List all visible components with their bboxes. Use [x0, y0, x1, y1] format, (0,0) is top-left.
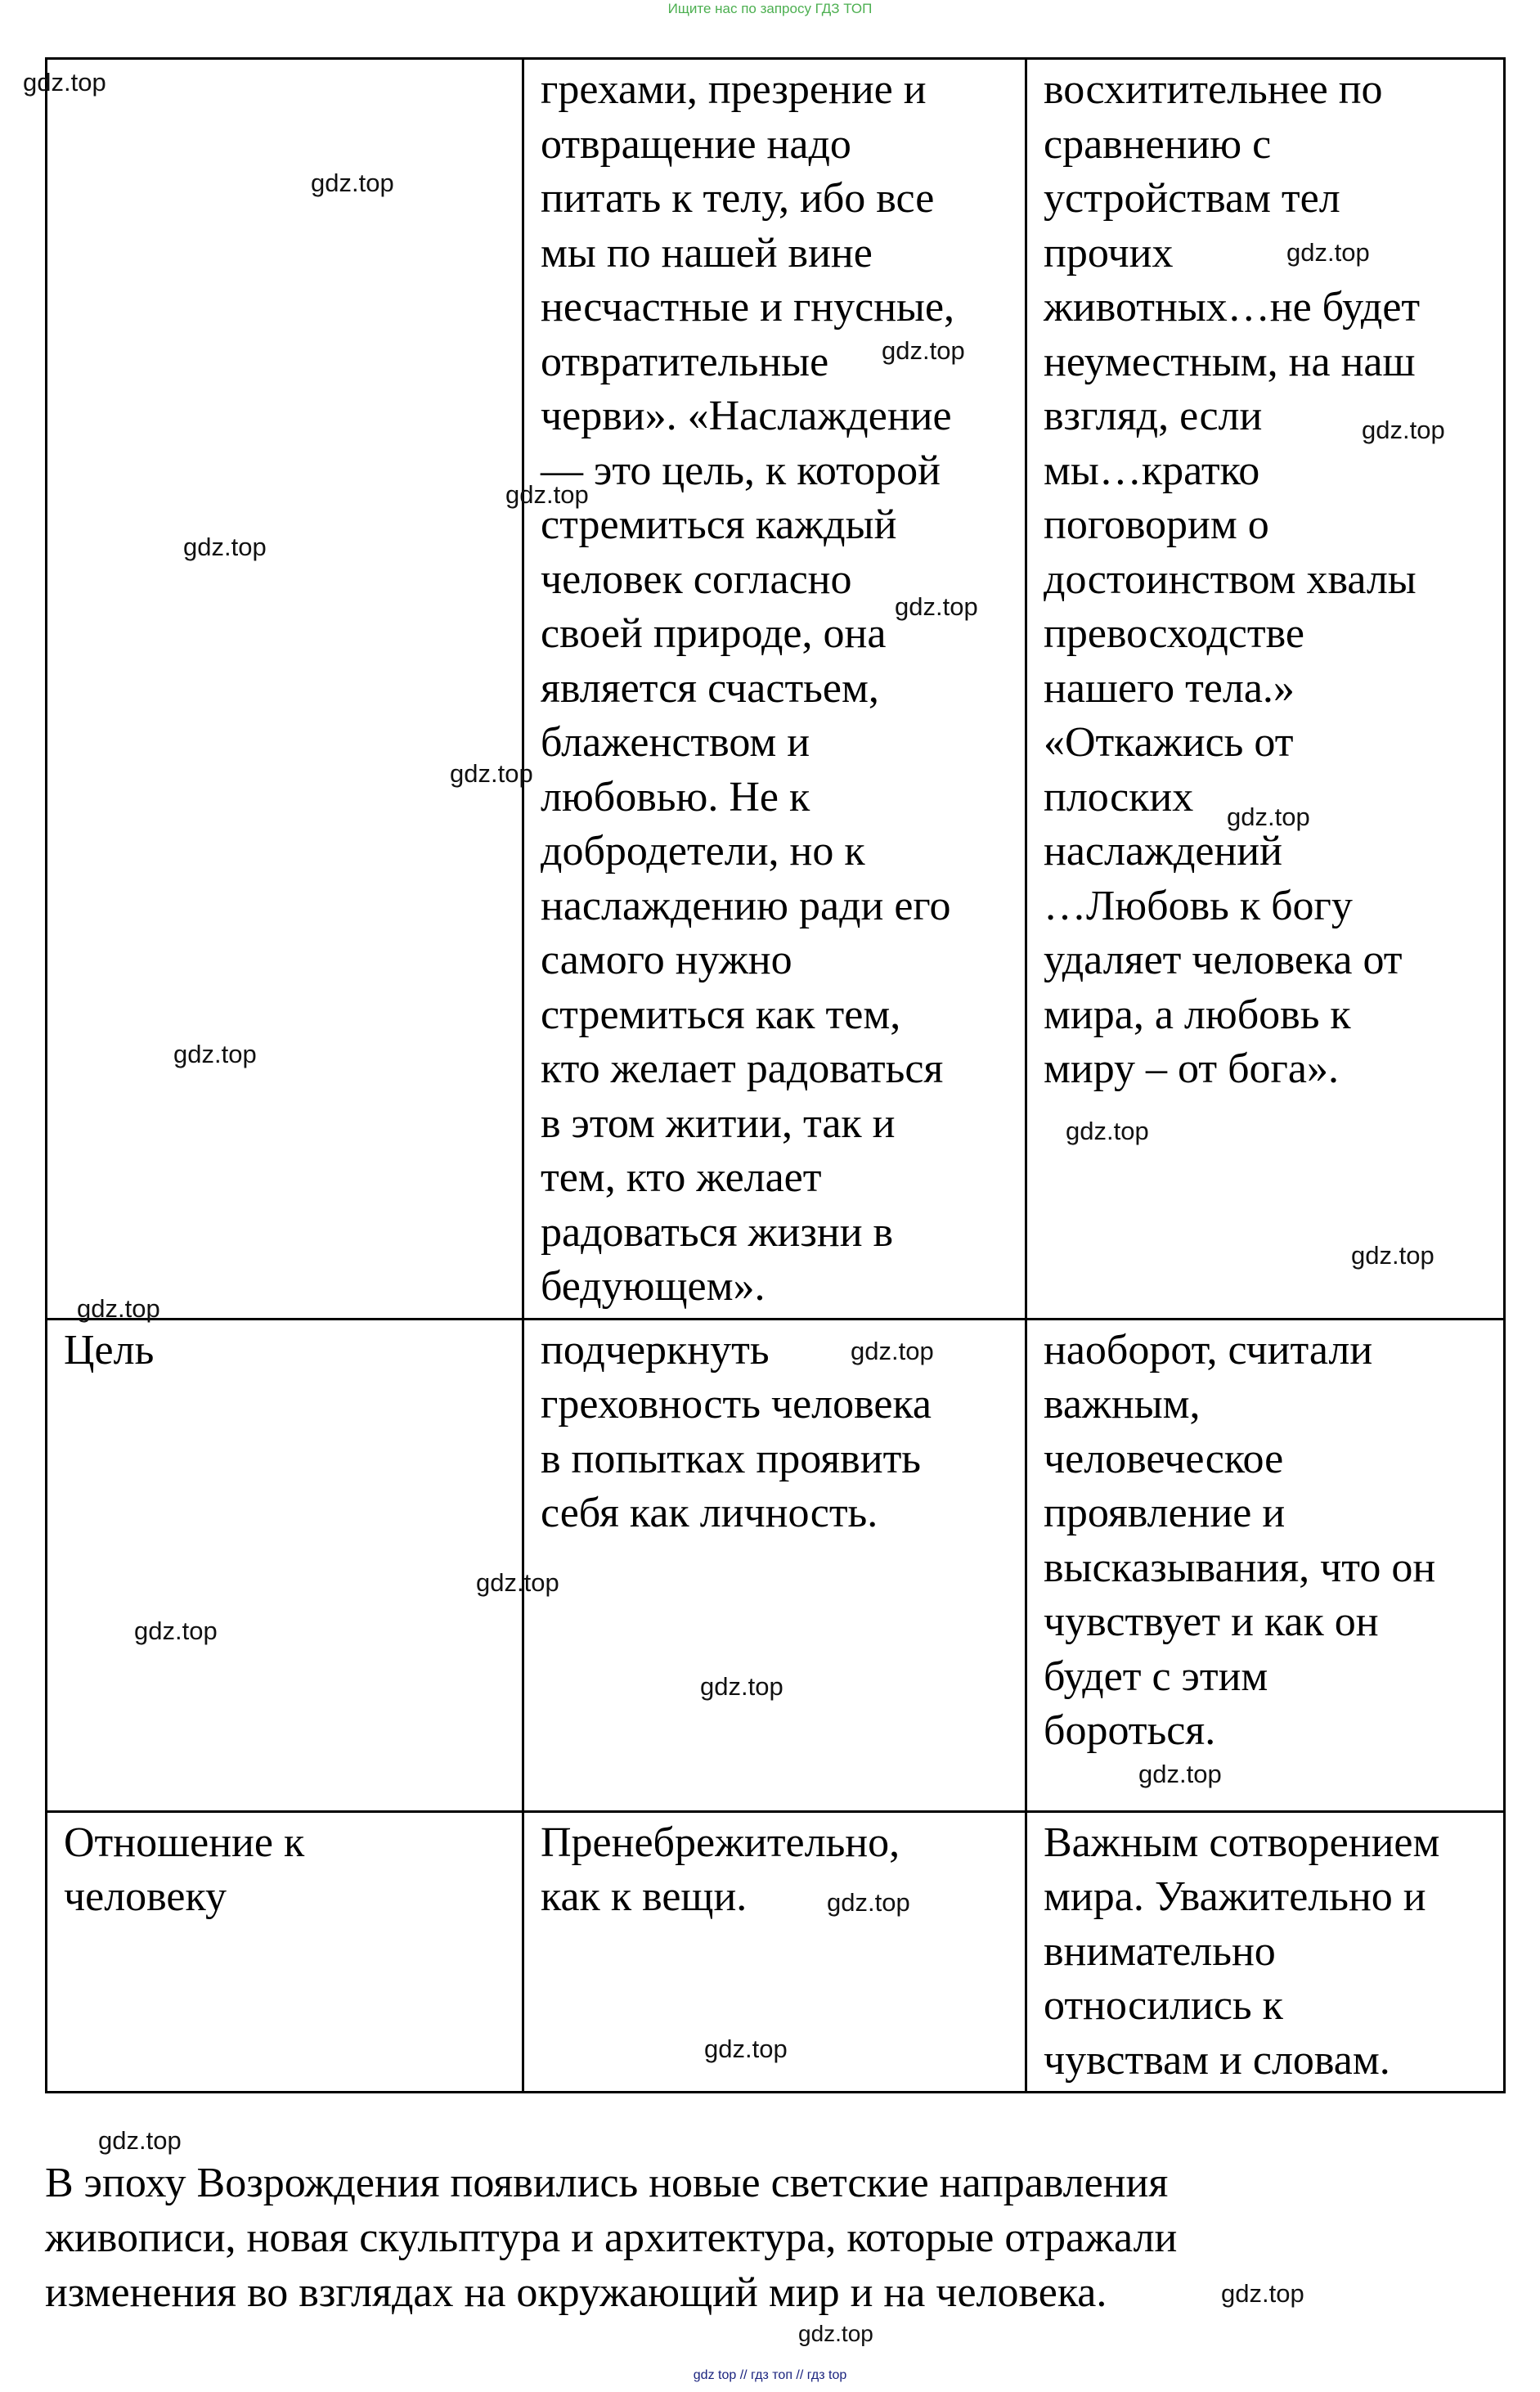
cell-renaissance [1026, 1319, 1505, 1811]
cell-text: Пренебрежительно, как к вещи. [541, 1819, 900, 1920]
cell-middle-ages [523, 1319, 1026, 1811]
watermark: gdz.top [77, 1294, 160, 1323]
watermark: gdz.top [1227, 803, 1310, 831]
watermark: gdz.top [450, 759, 533, 788]
watermark: gdz.top [1362, 416, 1445, 444]
row-label [47, 59, 523, 1320]
top-banner: Ищите нас по запросу ГДЗ ТОП [667, 1, 873, 16]
watermark: gdz.top [1066, 1117, 1149, 1145]
cell-text: Важным сотворением мира. Уважительно и внимательно относились к чувствам и словам. [1044, 1819, 1440, 2084]
watermark: gdz.top [1221, 2279, 1304, 2308]
watermark: gdz.top [1138, 1760, 1222, 1788]
watermark: gdz.top [895, 592, 978, 621]
watermark: gdz.top [183, 533, 267, 561]
watermark: gdz.top [311, 169, 394, 197]
cell-middle-ages [523, 59, 1026, 1320]
watermark: gdz.top [1351, 1241, 1434, 1270]
watermark: gdz.top [505, 480, 589, 509]
cell-text: наоборот, считали важным, человеческое проявление и высказывания, что он чувствует и как он будет с этим бороться. [1044, 1326, 1436, 1754]
watermark: gdz.top [700, 1672, 783, 1701]
watermark: gdz.top [476, 1568, 559, 1597]
watermark: gdz.top [827, 1888, 910, 1917]
watermark: gdz.top [882, 336, 965, 365]
row-label-text: Отношение к человеку [64, 1819, 305, 1920]
cell-text: восхитительнее по сравнению с устройствам тел прочих животных…не будет неуместным, на наш взгляд, если мы…кратко поговорим о достоинством хвалы превосходстве нашего тела.» «Откажись от плоских наслаждений …Любовь к богу удаляет человека от мира, а любовь к миру – от бога». [1044, 66, 1421, 1092]
conclusion-paragraph: В эпоху Возрождения появились новые светские направления живописи, новая скульптура и архитектура, которые отражали изменения во взглядах на окружающий мир и на человека. [45, 2160, 1178, 2316]
watermark: gdz.top [23, 68, 106, 97]
watermark: gdz.top [134, 1616, 218, 1645]
row-label [47, 1811, 523, 2093]
watermark: gdz.top [851, 1337, 934, 1365]
watermark: gdz.top [798, 2321, 873, 2346]
watermark: gdz.top [98, 2126, 182, 2155]
watermark: gdz.top [173, 1040, 257, 1068]
comparison-table [45, 57, 1506, 2093]
watermark: gdz.top [1286, 238, 1370, 267]
row-label-text: Цель [64, 1326, 155, 1374]
cell-renaissance [1026, 1811, 1505, 2093]
row-label [47, 1319, 523, 1811]
cell-text: подчеркнуть греховность человека в попытках проявить себя как личность. [541, 1326, 932, 1536]
footer-links: gdz top // гдз топ // гдз top [693, 2368, 847, 2382]
cell-text: грехами, презрение и отвращение надо питать к телу, ибо все мы по нашей вине несчастные и гнусные, отвратительные черви». «Наслаждение — это цель, к которой стремиться каждый человек согласно своей природе, она является счастьем, блаженством и любовью. Не к добродетели, но к наслаждению ради его самого нужно стремиться как тем, кто желает радоваться в этом житии, так и тем, кто желает радоваться жизни в бедующем». [541, 66, 955, 1310]
watermark: gdz.top [704, 2035, 788, 2063]
table-row [47, 1319, 1505, 1811]
